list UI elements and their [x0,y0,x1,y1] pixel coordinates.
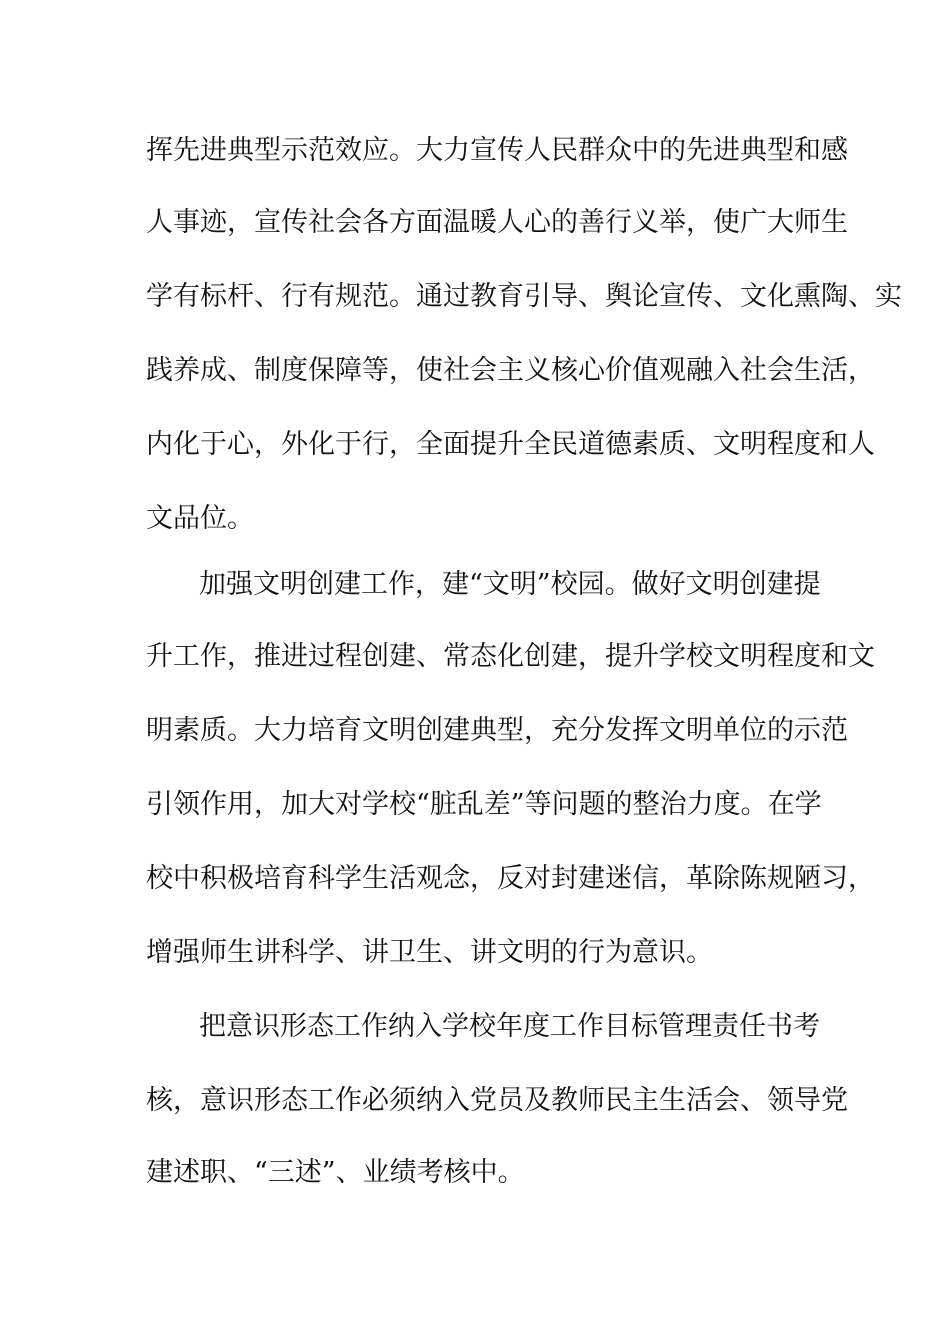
text-line: 文品位。 [146,503,254,534]
text-line: 挥先进典型示范效应。大力宣传人民群众中的先进典型和感 [146,135,848,166]
text-line: 引领作用，加大对学校“脏乱差”等问题的整治力度。在学 [146,789,822,820]
text-line: 人事迹，宣传社会各方面温暖人心的善行义举，使广大师生 [146,207,848,238]
text-line: 升工作，推进过程创建、常态化创建，提升学校文明程度和文 [146,641,875,672]
paragraph-first-line: 把意识形态工作纳入学校年度工作目标管理责任书考 [199,1011,820,1042]
text-line: 明素质。大力培育文明创建典型，充分发挥文明单位的示范 [146,715,848,746]
text-line: 践养成、制度保障等，使社会主义核心价值观融入社会生活， [146,355,875,386]
text-line: 增强师生讲科学、讲卫生、讲文明的行为意识。 [146,937,713,968]
text-line: 校中积极培育科学生活观念，反对封建迷信，革除陈规陋习， [146,863,875,894]
text-line: 学有标杆、行有规范。通过教育引导、舆论宣传、文化熏陶、实 [146,281,902,312]
text-line: 建述职、“三述”、业绩考核中。 [146,1157,525,1188]
text-line: 内化于心，外化于行，全面提升全民道德素质、文明程度和人 [146,429,875,460]
text-line: 核，意识形态工作必须纳入党员及教师民主生活会、领导党 [146,1085,848,1116]
paragraph-first-line: 加强文明创建工作，建“文明”校园。做好文明创建提 [199,569,821,600]
